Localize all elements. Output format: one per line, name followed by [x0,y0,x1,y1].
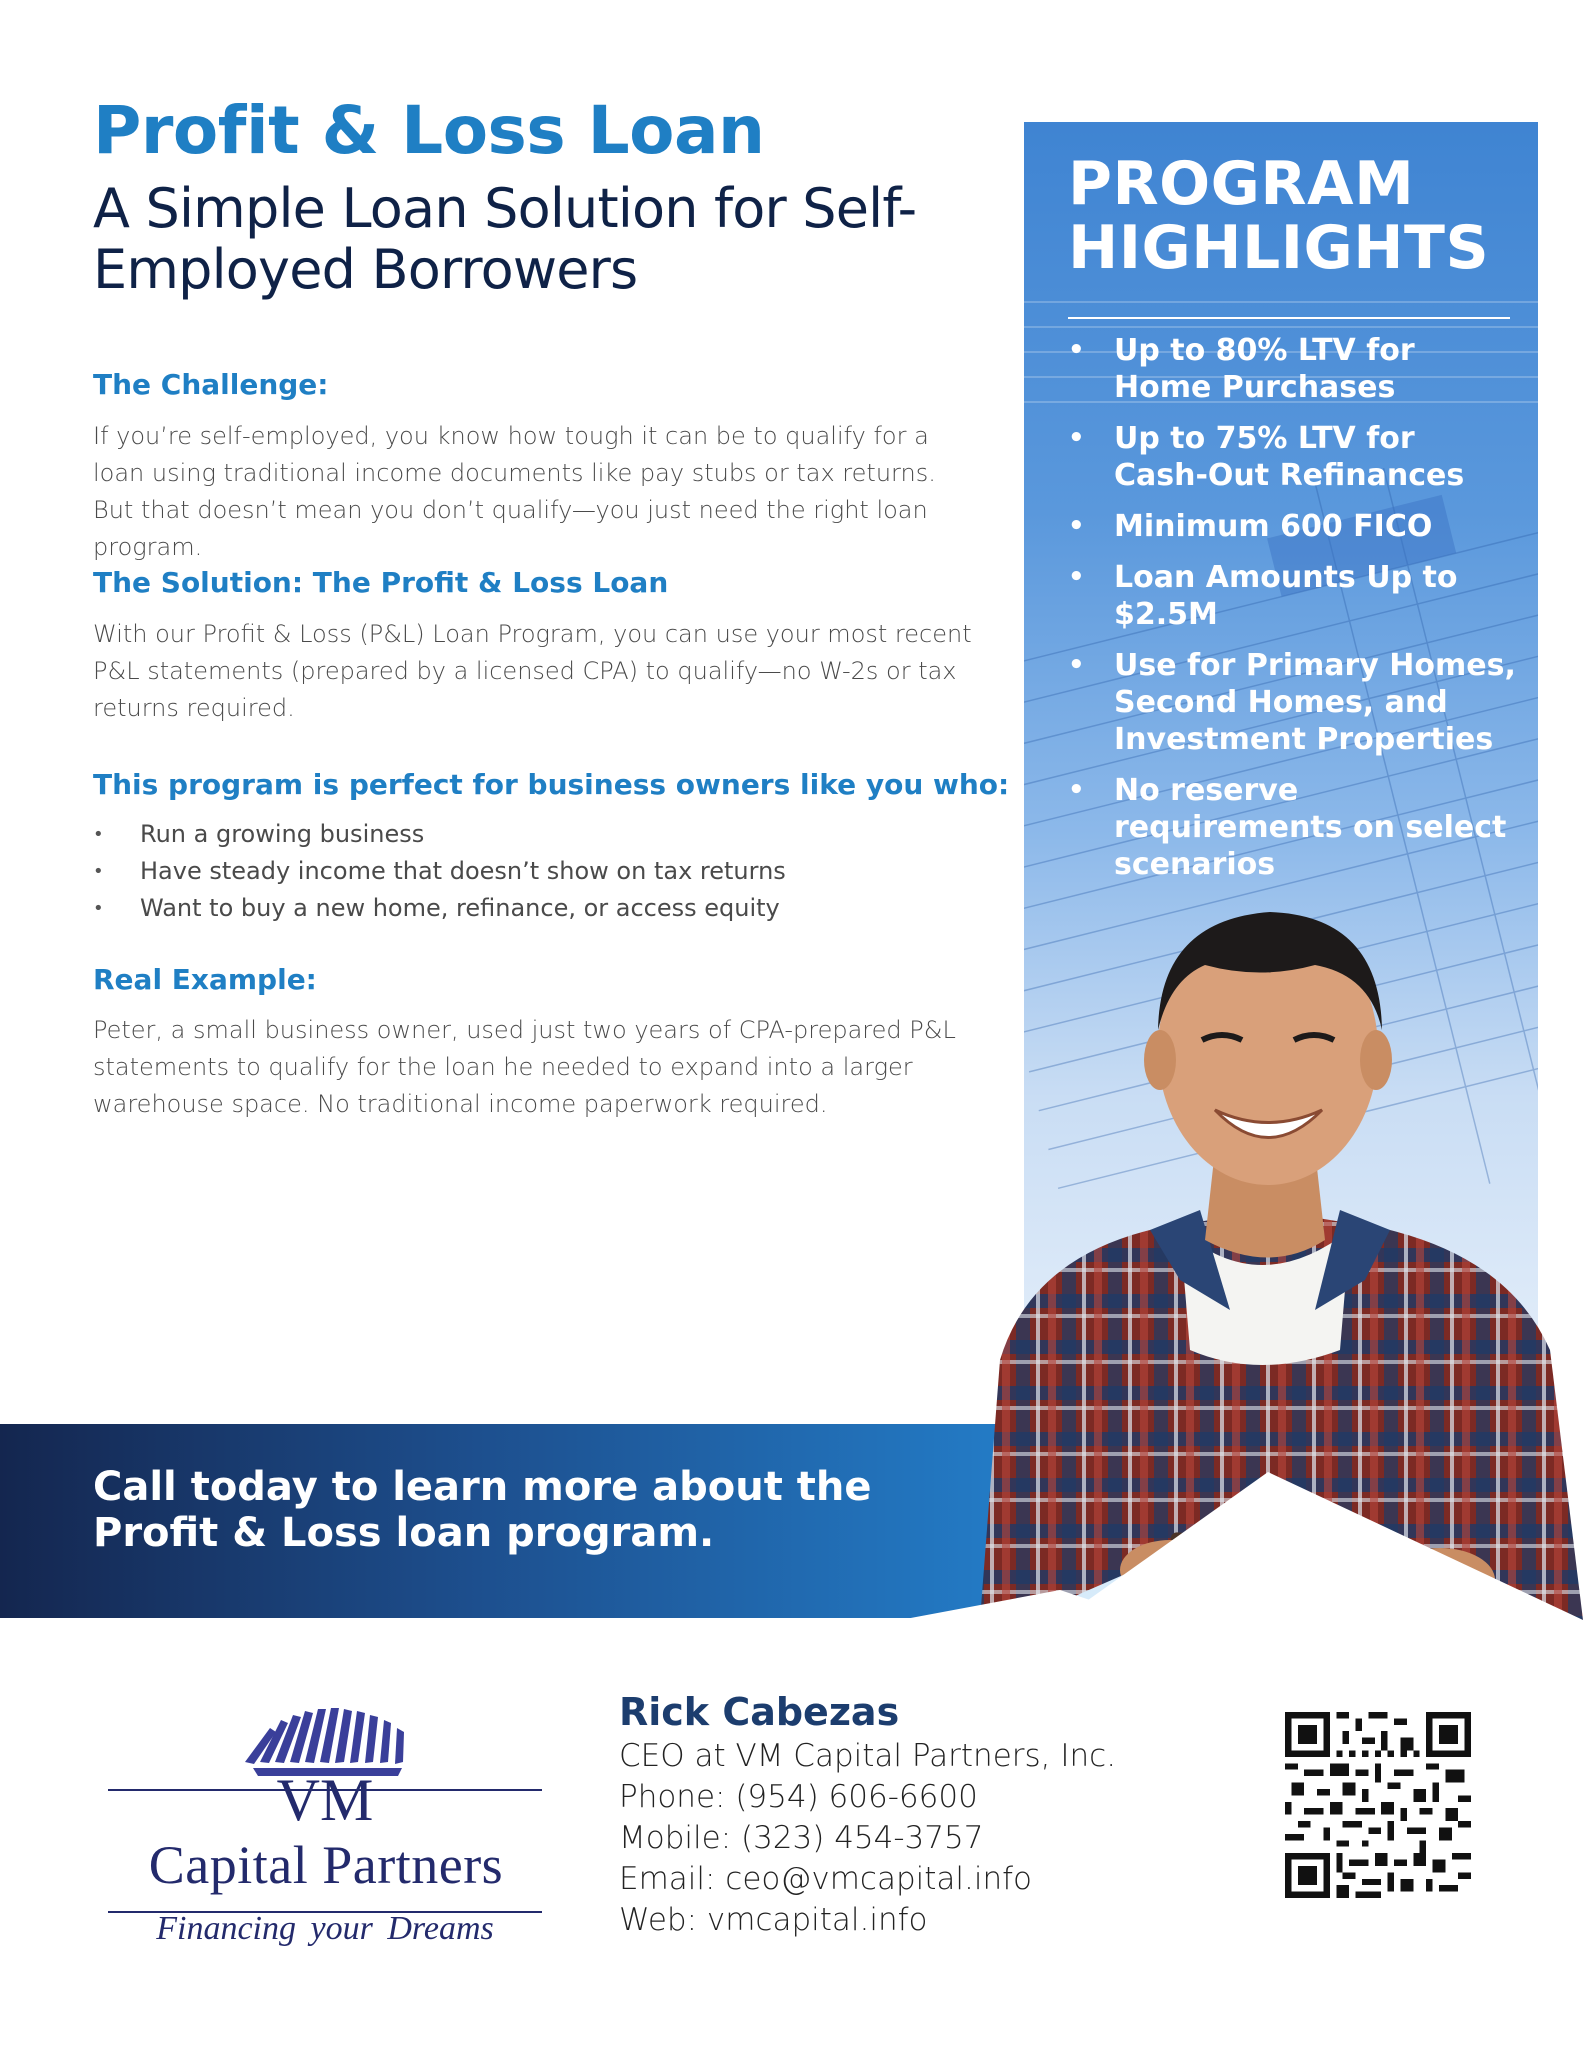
logo-company-text: Capital Partners [148,1835,504,1895]
page-subtitle: A Simple Loan Solution for Self-Employed Borrowers [93,177,917,301]
highlights-divider [1068,317,1510,319]
example-body: Peter, a small business owner, used just two years of CPA-prepared P&L statements to qualify for the loan he needed to expand into a larger warehouse space. No traditional income paperwork required. [93,1016,956,1118]
challenge-body: If you’re self-employed, you know how tough it can be to qualify for a loan using traditional income documents like pay stubs or tax returns. But that doesn’t mean you don’t qualify—you just need the right loan program. [93,422,936,561]
contact-mobile[interactable]: Mobile: (323) 454-3757 [619,1820,984,1856]
highlights-title: PROGRAM HIGHLIGHTS [1068,149,1490,283]
example-heading: Real Example: [93,963,317,996]
highlight-item: • Minimum 600 FICO [1068,508,1518,545]
solution-heading: The Solution: The Profit & Loss Loan [93,566,669,599]
audience-item: • Run a growing business [93,816,786,853]
highlights-list [1068,332,1518,897]
page-title: Profit & Loss Loan [93,92,765,169]
logo-vm-text: VM [276,1767,374,1833]
audience-item: • Want to buy a new home, refinance, or access equity [93,890,786,927]
audience-list [93,816,786,927]
solution-body: With our Profit & Loss (P&L) Loan Program, you can use your most recent P&L statements (prepared by a licensed CPA) to qualify—no W-2s or tax returns required. [93,620,972,722]
highlight-item: • Up to 80% LTV for Home Purchases [1068,332,1518,406]
audience-item: • Have steady income that doesn’t show on tax returns [93,853,786,890]
contact-title: CEO at VM Capital Partners, Inc. [619,1738,1117,1774]
audience-heading: This program is perfect for business owners like you who: [93,768,1010,801]
highlight-item: • Up to 75% LTV for Cash-Out Refinances [1068,420,1518,494]
contact-phone[interactable]: Phone: (954) 606-6600 [619,1779,978,1815]
contact-email[interactable]: Email: ceo@vmcapital.info [619,1861,1033,1897]
qr-code[interactable] [1285,1712,1471,1898]
contact-name: Rick Cabezas [619,1690,900,1734]
highlight-item: • Use for Primary Homes, Second Homes, and Investment Properties [1068,647,1518,758]
cta-text: Call today to learn more about the Profit & Loss loan program. [93,1464,872,1556]
logo-tagline: Financing your Dreams [156,1910,494,1947]
highlight-item: • No reserve requirements on select scenarios [1068,772,1518,883]
decorative-triangles [900,1470,1583,1620]
highlight-item: • Loan Amounts Up to $2.5M [1068,559,1518,633]
challenge-heading: The Challenge: [93,368,329,401]
contact-web[interactable]: Web: vmcapital.info [619,1902,928,1938]
